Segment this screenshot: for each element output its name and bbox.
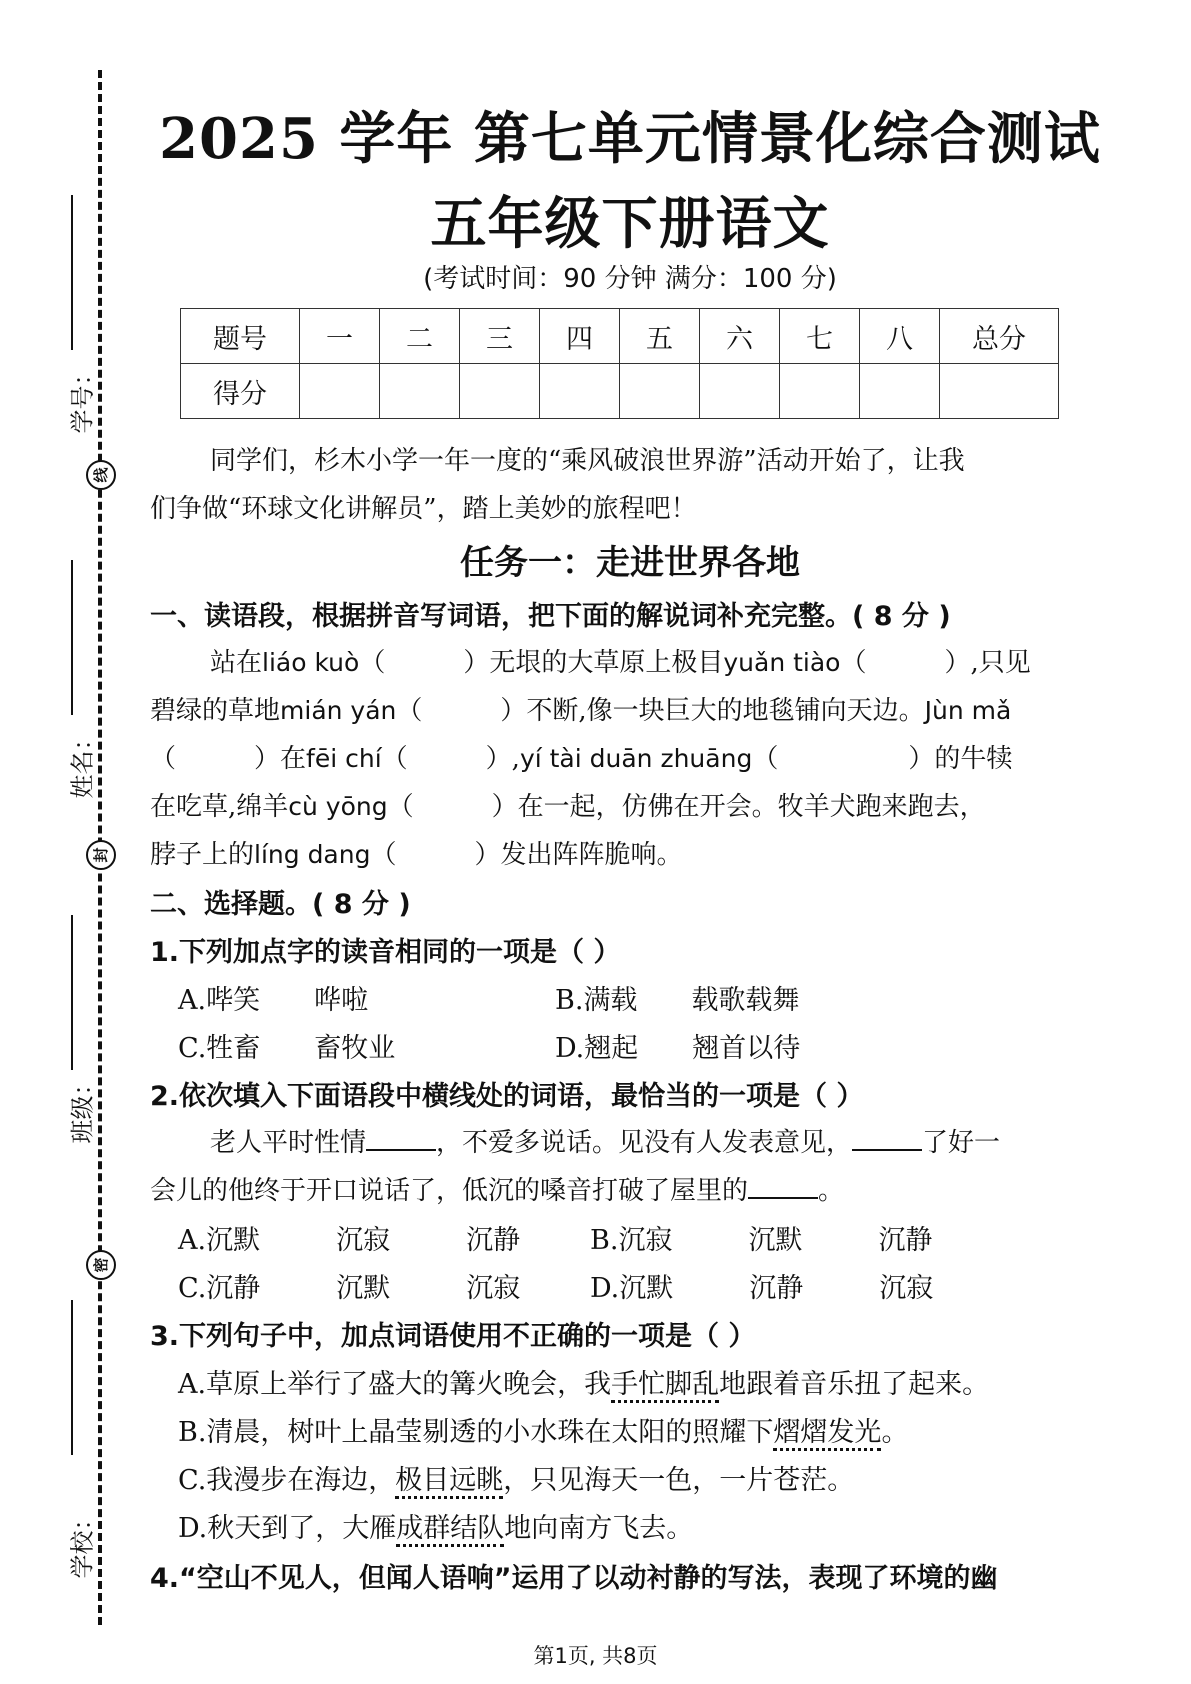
passage-line-3 [150,738,1012,775]
header-cell: 题号 [181,309,300,364]
student-id-label: 学号： [68,361,97,434]
name-label: 姓名： [68,726,97,799]
pinyin: Jùn mǎ [924,696,1012,725]
text: 了好一 [922,1128,1001,1158]
option-word: 沉默 [206,1225,261,1256]
passage-line-1 [210,642,1031,679]
name-field[interactable] [71,560,73,715]
text: D.秋天到了，大雁 [178,1513,397,1544]
dotted-word: 成群结队 [396,1513,504,1547]
score-cell[interactable] [700,364,780,419]
text: 在吃草,绵羊 [150,792,289,822]
answer-blank[interactable]: （ ） [359,648,490,678]
section-2-title: 二、选择题。( 8 分 ) [150,889,411,920]
option-word: 哔笑 [206,985,261,1016]
text: 老人平时性情 [210,1128,367,1158]
q3-option-a[interactable] [178,1362,989,1401]
text: ，不爱多说话。见没有人发表意见， [436,1128,853,1158]
q1-option-b[interactable] [555,978,799,1017]
score-table [180,308,1059,419]
header-cell: 三 [460,309,540,364]
header-cell: 七 [780,309,860,364]
text: 。 [881,1417,909,1448]
text: 在 [280,744,307,774]
q3-option-b[interactable] [178,1410,908,1449]
option-letter: A. [178,985,207,1016]
q2-passage-line-2 [150,1170,844,1207]
q2-option-b[interactable] [590,1218,932,1257]
pinyin: fēi chí [306,744,382,773]
option-word: 沉寂 [618,1225,673,1256]
text: ，只见海天一色，一片苍茫。 [503,1465,855,1496]
pinyin: yí tài duān zhuāng [519,744,753,773]
header-cell: 一 [300,309,380,364]
answer-blank[interactable]: （ ） [396,696,527,726]
text: 站在 [210,648,263,678]
option-word: 沉寂 [336,1225,391,1256]
option-word: 载歌载舞 [691,985,800,1016]
text: B.清晨，树叶上晶莹剔透的小水珠在太阳的照耀下 [178,1417,774,1448]
q1-option-c[interactable] [178,1026,395,1065]
option-word: 沉默 [336,1273,391,1304]
option-letter: A. [178,1225,207,1256]
option-word: 沉静 [749,1273,804,1304]
fill-blank[interactable] [748,1175,818,1199]
option-letter: B. [555,985,584,1016]
intro-line-2: 们争做“环球文化讲解员”，踏上美妙的旅程吧！ [150,494,697,524]
question-4-stem: 4.“空山不见人，但闻人语响”运用了以动衬静的写法，表现了环境的幽 [150,1563,998,1594]
text: 的牛犊 [934,744,1013,774]
score-cell[interactable] [460,364,540,419]
text: 地跟着音乐扭了起来。 [719,1369,990,1400]
q1-option-d[interactable] [555,1026,800,1065]
option-letter: D. [555,1033,585,1064]
score-cell[interactable] [300,364,380,419]
q2-passage-line-1 [210,1122,1000,1159]
score-cell[interactable] [860,364,940,419]
question-2-stem: 2.依次填入下面语段中横线处的词语，最恰当的一项是（ ） [150,1081,864,1112]
header-cell: 五 [620,309,700,364]
fill-blank[interactable] [852,1127,922,1151]
dotted-word: 手忙脚乱 [611,1369,719,1403]
exam-info: (考试时间：90 分钟 满分：100 分) [423,264,837,294]
option-word: 翘首以待 [692,1033,801,1064]
intro-line-1: 同学们，杉木小学一年一度的“乘风破浪世界游”活动开始了，让我 [210,446,965,476]
passage-line-5 [150,834,683,871]
text: 发出阵阵脆响。 [500,840,683,870]
option-word: 沉静 [206,1273,261,1304]
option-word: 满载 [583,985,638,1016]
passage-line-4 [150,786,986,823]
pinyin: liáo kuò [262,648,360,677]
pinyin: mián yán [280,696,397,725]
class-label: 班级： [68,1071,97,1144]
dotted-word: 极目远眺 [395,1465,503,1499]
option-word: 沉默 [619,1273,674,1304]
text: 。 [818,1176,845,1206]
option-word: 沉静 [466,1225,521,1256]
option-word: 牲畜 [206,1033,261,1064]
option-letter: C. [178,1033,207,1064]
score-table-header-row [181,309,1059,364]
option-word: 翘起 [584,1033,639,1064]
text: 不断,像一块巨大的地毯铺向天边。 [526,696,925,726]
q2-option-a[interactable] [178,1218,520,1257]
page-number: 第1页, 共8页 [533,1644,658,1668]
answer-blank[interactable]: （ ） [752,744,935,774]
answer-blank[interactable]: （ ） [381,744,512,774]
option-word: 哗啦 [314,985,369,1016]
score-cell[interactable] [780,364,860,419]
seal-xian: 线 [86,460,116,490]
passage-line-2 [150,690,1011,727]
header-cell: 四 [540,309,620,364]
answer-blank[interactable]: （ ） [150,744,281,774]
score-cell[interactable] [380,364,460,419]
option-letter: D. [590,1273,620,1304]
q2-option-c[interactable] [178,1266,520,1305]
option-letter: C. [178,1273,207,1304]
text: C.我漫步在海边， [178,1465,396,1496]
q1-option-a[interactable] [178,978,368,1017]
fill-blank[interactable] [366,1127,436,1151]
text: A.草原上举行了盛大的篝火晚会，我 [178,1369,612,1400]
class-field[interactable] [71,915,73,1070]
q3-option-c[interactable] [178,1458,854,1497]
text: 脖子上的 [150,840,255,870]
student-id-field[interactable] [71,195,73,350]
text: 在一起，仿佛在开会。牧羊犬跑来跑去， [517,792,986,822]
option-word: 沉静 [878,1225,933,1256]
header-cell: 六 [700,309,780,364]
header-cell: 总分 [940,309,1059,364]
header-cell: 二 [380,309,460,364]
section-1-title: 一、读语段，根据拼音写词语，把下面的解说词补充完整。( 8 分 ) [150,601,951,632]
text: 无垠的大草原上极目 [489,648,724,678]
dotted-word: 熠熠发光 [773,1417,881,1451]
score-cell[interactable] [620,364,700,419]
exam-subtitle: 五年级下册语文 [430,191,830,257]
exam-title: 2025 学年 第七单元情景化综合测试 [159,106,1101,172]
header-cell: 八 [860,309,940,364]
q3-option-d[interactable] [178,1506,693,1545]
option-word: 沉寂 [466,1273,521,1304]
text: 地向南方飞去。 [504,1513,694,1544]
seal-feng: 封 [86,840,116,870]
pinyin: líng dang [254,840,371,869]
seal-mi: 密 [86,1250,116,1280]
school-field[interactable] [71,1300,73,1455]
question-3-stem: 3.下列句子中，加点词语使用不正确的一项是（ ） [150,1321,756,1352]
task-title: 任务一：走进世界各地 [460,543,800,583]
text: 碧绿的草地 [150,696,281,726]
text: ,只见 [970,648,1031,678]
text: , [511,744,520,774]
score-row-label: 得分 [181,364,300,419]
score-cell[interactable] [940,364,1059,419]
pinyin: cù yōng [288,792,388,821]
answer-blank[interactable]: （ ） [840,648,971,678]
score-table-score-row [181,364,1059,419]
text: 会儿的他终于开口说话了，低沉的嗓音打破了屋里的 [150,1176,749,1206]
question-1-stem: 1.下列加点字的读音相同的一项是（ ） [150,937,621,968]
q2-option-d[interactable] [590,1266,933,1305]
option-word: 沉默 [748,1225,803,1256]
option-letter: B. [590,1225,619,1256]
pinyin: yuǎn tiào [723,648,841,677]
answer-blank[interactable]: （ ） [370,840,501,870]
option-word: 沉寂 [879,1273,934,1304]
option-word: 畜牧业 [314,1033,396,1064]
school-label: 学校： [68,1506,97,1579]
answer-blank[interactable]: （ ） [387,792,518,822]
score-cell[interactable] [540,364,620,419]
